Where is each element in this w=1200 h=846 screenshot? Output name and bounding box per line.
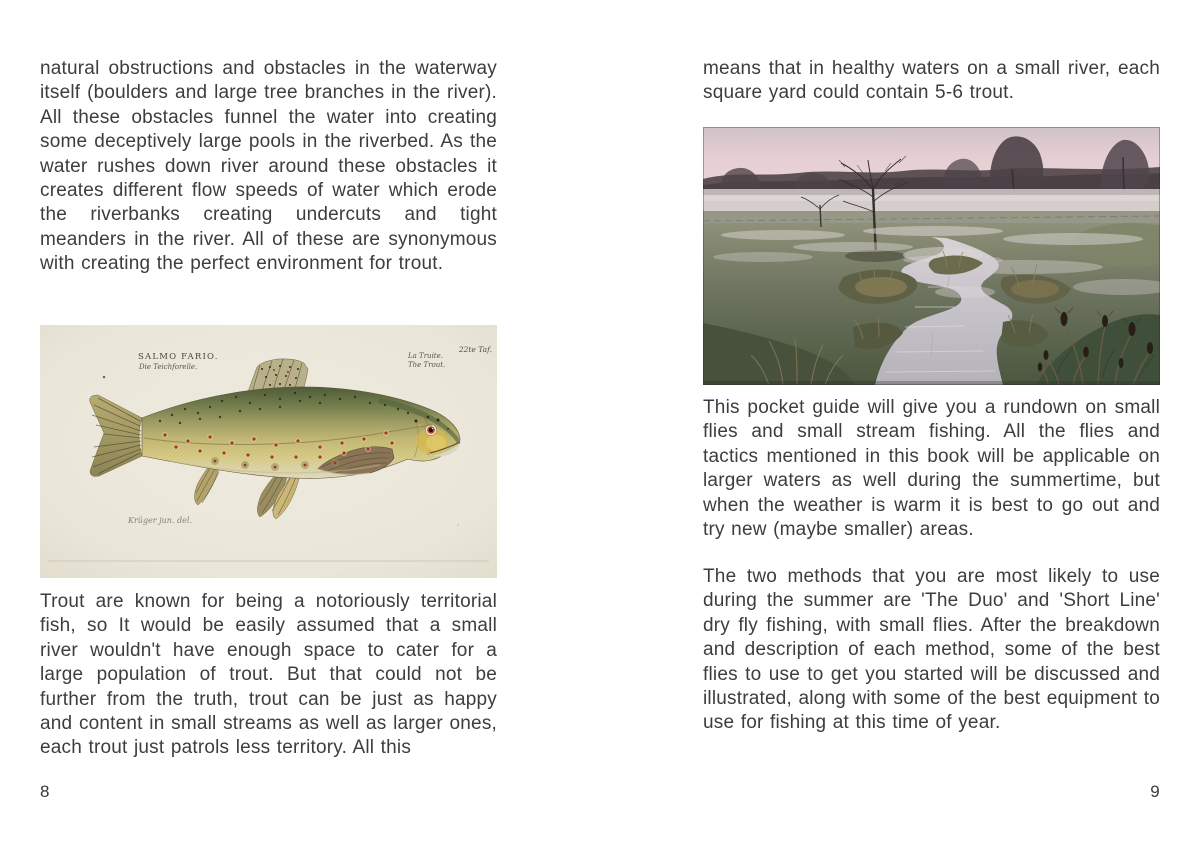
species-french: La Truite. — [408, 352, 443, 360]
trout-plate-illustration — [40, 325, 497, 578]
artist-credit: Krüger jun. del. — [128, 516, 193, 525]
right-page-paragraph-1: means that in healthy waters on a small river, each square yard could contain 5-6 trout. — [703, 58, 1160, 104]
species-german: Die Teichforelle. — [139, 363, 198, 371]
species-english: The Trout. — [408, 361, 446, 369]
river-photo — [703, 127, 1160, 385]
left-page-number: 8 — [40, 782, 50, 801]
right-page-paragraph-3: The two methods that you are most likely to use during the summer are 'The Duo' and 'Short Line' dry fly fishing, with small flies. After the breakdown and description of each method, some of the best flies to use to get you started will be discussed and illustrated, along with some of the best equipment to use for fishing at this time of year. — [703, 566, 1160, 734]
right-page-paragraph-2: This pocket guide will give you a rundown on small flies and small stream fishing. All the flies and tactics mentioned in this book will be applicable on larger waters as well during the summertime, but when the weather is warm it is best to go out and try new (maybe smaller) areas. — [703, 397, 1160, 541]
right-page-number: 9 — [1150, 782, 1160, 801]
trout-plate-svg — [40, 325, 497, 578]
trout-eye — [426, 425, 437, 436]
plate-label: 22te Taf. — [458, 345, 492, 354]
left-page-paragraph-1: natural obstructions and obstacles in the waterway itself (boulders and large tree branches in the river). All these obstacles funnel the water into creating some deceptively large pools in the riverbed. As the water rushes down river around these obstacles it creates different flow speeds of water which erode the riverbanks creating undercuts and tight meanders in the river. All of these are synonymous with creating the perfect environment for trout. — [40, 58, 497, 275]
left-page-paragraph-2: Trout are known for being a notoriously territorial fish, so It would be easily assumed that a small river wouldn't have enough space to cater for a large population of trout. But that could not be further from the truth, trout can be just as happy and content in small streams as well as larger ones, each trout just patrols less territory. All this — [40, 591, 497, 759]
river-photo-svg — [703, 127, 1160, 385]
species-title: SALMO FARIO. — [138, 352, 219, 362]
